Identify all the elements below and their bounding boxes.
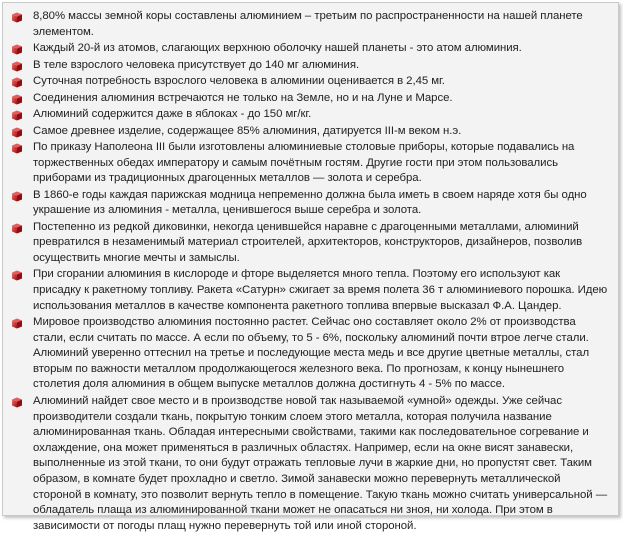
fact-text: Суточная потребность взрослого человека в алюминии оценивается в 2,45 мг.	[33, 75, 445, 88]
bullet-icon	[11, 143, 23, 154]
fact-text: Алюминий найдет свое место и в производстве новой так называемой «умной» одежды. Уже сейчас производители создали ткань, покрытую тонким слоем этого металла, которая получила название алюминированная ткань. Обладая интересными свойствами, такими как последовательное согревание и охлаждение, она может применяться в различных областях. Например, если на окне висят занавески, выполненные из этой ткани, то они будут отражать тепловые лучи в жаркие дни, но пропустят свет. Таким образом, в комнате будет прохладно и светло. Зимой занавески можно перевернуть металлической стороной в комнату, это позволит вернуть тепло в помещение. Такую ткань можно считать универсальной — обладатель плаща из алюминированной ткани может не опасаться ни зноя, ни холода. При этом в зависимости от погоды плащ нужно перевернуть той или иной стороной.	[33, 394, 608, 532]
fact-item	[9, 124, 610, 140]
fact-text: Алюминий содержится даже в яблоках - до 150 мг/кг.	[33, 108, 312, 121]
bullet-icon	[11, 191, 23, 202]
fact-text: По приказу Наполеона III были изготовлены алюминиевые столовые приборы, которые подавались на торжественных обедах императору и самым почётным гостям. Другие гости при этом пользовались приборами из традиционных драгоценных металлов — золота и серебра.	[33, 140, 575, 185]
fact-item	[9, 91, 610, 107]
fact-text: Соединения алюминия встречаются не только на Земле, но и на Луне и Марсе.	[33, 91, 453, 104]
fact-item	[9, 267, 610, 314]
bullet-icon	[11, 270, 23, 281]
bullet-icon	[11, 77, 23, 88]
fact-text: Каждый 20-й из атомов, слагающих верхнюю оболочку нашей планеты - это атом алюминия.	[33, 42, 522, 55]
fact-item	[9, 188, 610, 219]
slide-text-panel	[2, 2, 619, 532]
fact-text: Самое древнее изделие, содержащее 85% алюминия, датируется III-м веком н.э.	[33, 124, 462, 137]
bullet-icon	[11, 397, 23, 408]
fact-text: 8,80% массы земной коры составлены алюминием – третьим по распространенности на нашей планете элементом.	[33, 10, 583, 38]
fact-text: Постепенно из редкой диковинки, некогда ценившейся наравне с драгоценными металлами, алюминий превратился в незаменимый материал строителей, архитекторов, конструкторов, дизайнеров, позволив осуществить многие мечты и замыслы.	[33, 220, 583, 264]
fact-item	[9, 315, 610, 393]
fact-item	[9, 9, 610, 40]
bullet-icon	[11, 12, 23, 23]
fact-text: В 1860-е годы каждая парижская модница непременно должна была иметь в своем наряде хотя бы одно украшение из алюминия - металла, ценившегося выше серебра и золота.	[33, 188, 587, 217]
bullet-icon	[11, 318, 23, 329]
bullet-icon	[11, 127, 23, 138]
fact-item	[9, 107, 610, 123]
bullet-icon	[11, 94, 23, 105]
fact-item	[9, 74, 610, 90]
bullet-icon	[11, 61, 23, 72]
fact-text: В теле взрослого человека присутствует до 140 мг алюминия.	[33, 58, 360, 71]
fact-item	[9, 394, 610, 534]
bullet-icon	[11, 110, 23, 121]
bullet-icon	[11, 44, 23, 55]
facts-list	[9, 9, 610, 534]
fact-item	[9, 140, 610, 187]
fact-item	[9, 41, 610, 57]
fact-item	[9, 220, 610, 267]
fact-text: Мировое производство алюминия постоянно растет. Сейчас оно составляет около 2% от производства стали, если считать по массе. А если по объему, то 5 - 6%, поскольку алюминий почти втрое легче стали. Алюминий уверенно оттеснил на третье и последующие места медь и все другие цветные металлы, стал вторым по важности металлом продолжающегося железного века. По прогнозам, к концу нынешнего столетия доля алюминия в общем выпуске металлов должна достигнуть 4 - 5% по массе.	[33, 316, 590, 391]
fact-text: При сгорании алюминия в кислороде и фторе выделяется много тепла. Поэтому его используют как присадку к ракетному топливу. Ракета «Сатурн» сжигает за время полета 36 т алюминиевого порошка. Идею использования металлов в качестве компонента ракетного топлива впервые высказал Ф.А. Цандер.	[33, 268, 608, 312]
fact-item	[9, 58, 610, 74]
bullet-icon	[11, 223, 23, 234]
